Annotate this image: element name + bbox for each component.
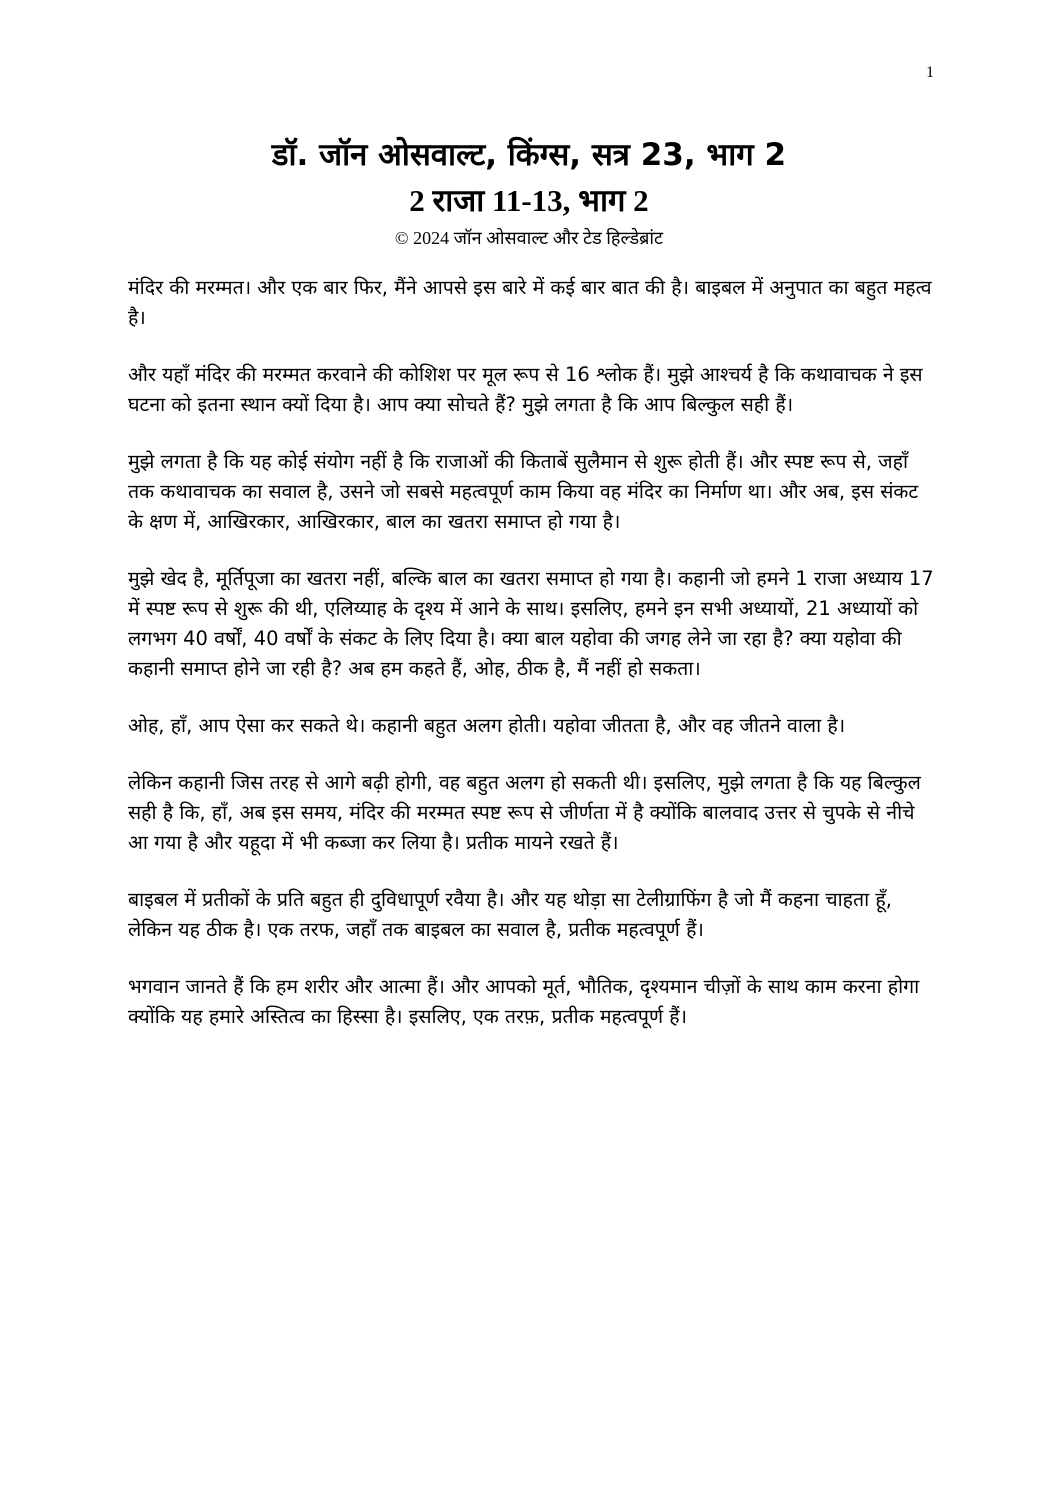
paragraph: भगवान जानते हैं कि हम शरीर और आत्मा हैं। और आपको मूर्त, भौतिक, दृश्यमान चीज़ों के साथ काम करना होगा क्योंकि यह हमारे अस्तित्व का हिस्सा है। इसलिए, एक तरफ़, प्रतीक महत्वपूर्ण हैं। <box>128 975 920 1028</box>
paragraph: मुझे खेद है, मूर्तिपूजा का खतरा नहीं, बल्कि बाल का खतरा समाप्त हो गया है। कहानी जो हमने 1 राजा अध्याय 17 में स्पष्ट रूप से शुरू की थी, एलिय्याह के दृश्य में आने के साथ। इसलिए, हमने इन सभी अध्यायों, 21 अध्यायों को लगभग 40 वर्षों, 40 वर्षों के संकट के लिए दिया है। क्या बाल यहोवा की जगह लेने जा रहा है? क्या यहोवा की कहानी समाप्त होने जा रही है? अब हम कहते हैं, ओह, ठीक है, मैं नहीं हो सकता। <box>128 567 934 680</box>
document-title: डॉ. जॉन ओसवाल्ट, किंग्स, सत्र 23, भाग 2 <box>271 137 787 173</box>
paragraph: मुझे लगता है कि यह कोई संयोग नहीं है कि राजाओं की किताबें सुलैमान से शुरू होती हैं। और स्पष्ट रूप से, जहाँ तक कथावाचक का सवाल है, उसने जो सबसे महत्वपूर्ण काम किया वह मंदिर का निर्माण था। और अब, इस संकट के क्षण में, आखिरकार, आखिरकार, बाल का खतरा समाप्त हो गया है। <box>128 450 919 533</box>
document-header <box>0 132 1058 252</box>
document-subtitle: 2 राजा 11-13, भाग 2 <box>409 183 649 218</box>
paragraph: ओह, हाँ, आप ऐसा कर सकते थे। कहानी बहुत अलग होती। यहोवा जीतता है, और वह जीतने वाला है। <box>128 714 846 737</box>
paragraph: बाइबल में प्रतीकों के प्रति बहुत ही दुविधापूर्ण रवैया है। और यह थोड़ा सा टेलीग्राफिंग है जो मैं कहना चाहता हूँ, लेकिन यह ठीक है। एक तरफ, जहाँ तक बाइबल का सवाल है, प्रतीक महत्वपूर्ण हैं। <box>128 888 892 941</box>
paragraph: लेकिन कहानी जिस तरह से आगे बढ़ी होगी, वह बहुत अलग हो सकती थी। इसलिए, मुझे लगता है कि यह बिल्कुल सही है कि, हाँ, अब इस समय, मंदिर की मरम्मत स्पष्ट रूप से जीर्णता में है क्योंकि बालवाद उत्तर से चुपके से नीचे आ गया है और यहूदा में भी कब्जा कर लिया है। प्रतीक मायने रखते हैं। <box>128 771 921 854</box>
paragraph: और यहाँ मंदिर की मरम्मत करवाने की कोशिश पर मूल रूप से 16 श्लोक हैं। मुझे आश्चर्य है कि कथावाचक ने इस घटना को इतना स्थान क्यों दिया है। आप क्या सोचते हैं? मुझे लगता है कि आप बिल्कुल सही हैं। <box>128 363 923 416</box>
copyright-line: © 2024 जॉन ओसवाल्ट और टेड हिल्डेब्रांट <box>394 228 664 248</box>
page-number: 1 <box>926 64 934 81</box>
paragraph: मंदिर की मरम्मत। और एक बार फिर, मैंने आपसे इस बारे में कई बार बात की है। बाइबल में अनुपात का बहुत महत्व है। <box>128 276 932 329</box>
document-body <box>128 273 936 1059</box>
